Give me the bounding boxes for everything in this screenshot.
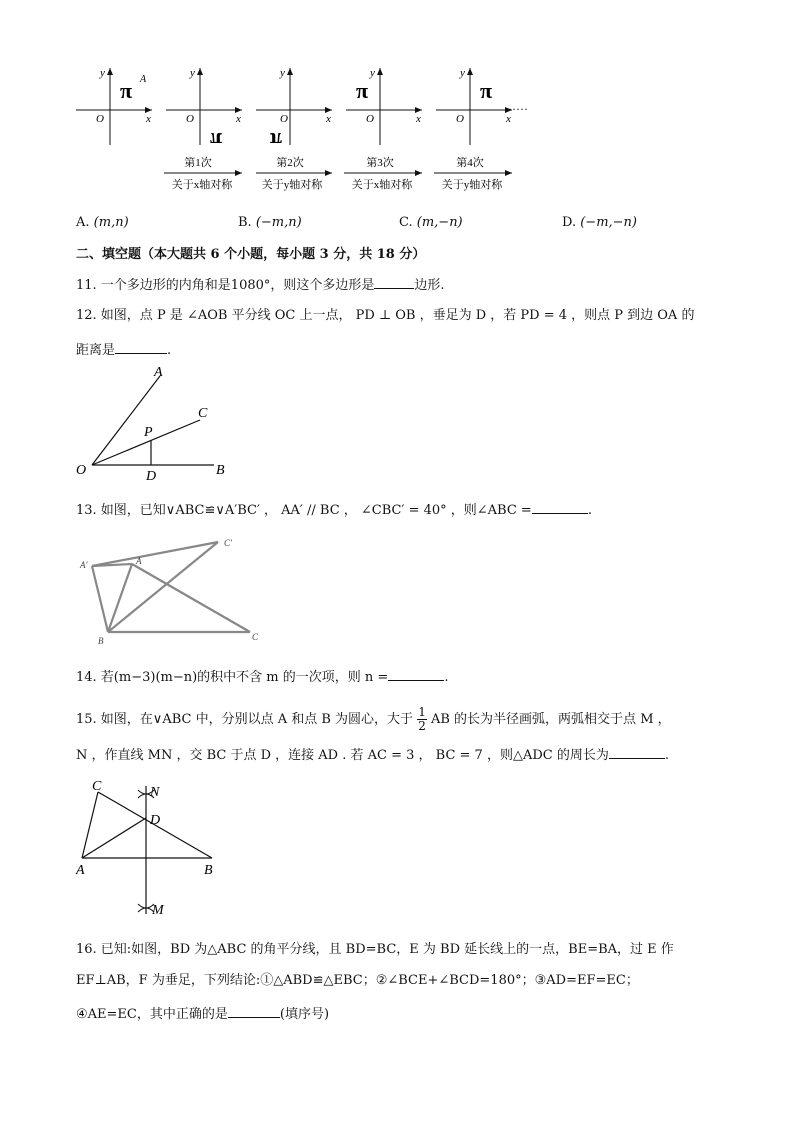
svg-text:第1次: 第1次: [184, 157, 212, 169]
fraction-half: $\frac{1}{2}$: [418, 705, 426, 733]
pi-shape: π: [480, 78, 493, 103]
axis-y-label: y: [460, 67, 465, 79]
pi-shape: π: [356, 78, 369, 103]
coordinate-panel-2: [166, 67, 242, 153]
origin-label: O: [186, 113, 194, 125]
pi-shape-flipped: π: [210, 128, 223, 153]
pi-shape: π: [120, 78, 133, 103]
svg-text:第2次: 第2次: [276, 157, 304, 169]
ellipsis: ……: [504, 99, 528, 113]
svg-text:关于x轴对称: 关于x轴对称: [171, 179, 233, 191]
option-c: C. (m,−n): [399, 215, 463, 230]
angle-bisector-figure: [70, 362, 250, 484]
origin-label: O: [456, 113, 464, 125]
svg-text:A: A: [136, 556, 142, 566]
section-title: 二、填空题（本大题共 6 个小题，每小题 3 分，共 18 分）: [76, 247, 426, 262]
coordinate-panel-1: [76, 67, 152, 145]
question-12-line2: 距离是 .: [76, 339, 171, 360]
svg-text:M: M: [152, 903, 164, 918]
axis-x-label: x: [416, 113, 421, 125]
svg-text:D: D: [146, 469, 157, 484]
axis-y-label: y: [100, 67, 105, 79]
question-15-line2: N ，作直线 MN ，交 BC 于点 D ，连接 AD . 若 AC = 3 ， BC = 7 ，则△ADC 的周长为 .: [76, 744, 669, 765]
option-b: B. (−m,n): [238, 215, 302, 230]
reflection-sequence-figure: [70, 60, 530, 200]
svg-text:A: A: [154, 365, 163, 380]
svg-text:D: D: [150, 813, 161, 828]
congruent-triangles-figure: [74, 530, 274, 648]
coordinate-panel-5: [436, 67, 512, 145]
axis-y-label: y: [370, 67, 375, 79]
svg-text:C′: C′: [224, 538, 232, 548]
step-2: [256, 155, 332, 191]
svg-text:B: B: [204, 863, 213, 878]
svg-text:O: O: [76, 463, 87, 478]
svg-text:C: C: [92, 779, 102, 794]
coordinate-panel-3: [256, 67, 332, 153]
axis-y-label: y: [280, 67, 285, 79]
axis-y-label: y: [190, 67, 195, 79]
origin-label: O: [280, 113, 288, 125]
svg-text:关于y轴对称: 关于y轴对称: [261, 179, 323, 191]
question-15-line1: 15. 如图，在∨ABC 中，分别以点 A 和点 B 为圆心，大于 $\frac{1}{2}$ AB 的长为半径画弧，两弧相交于点 M ，: [76, 705, 671, 733]
svg-text:C: C: [198, 406, 208, 421]
svg-text:B: B: [98, 636, 104, 646]
option-a: A. (m,n): [76, 215, 129, 230]
svg-text:关于y轴对称: 关于y轴对称: [441, 179, 503, 191]
question-13: 13. 如图，已知∨ABC≌∨A′BC′ ， AA′ // BC ， ∠CBC′ = 40° ，则∠ABC = .: [76, 499, 592, 520]
svg-text:C: C: [252, 632, 259, 642]
svg-text:关于x轴对称: 关于x轴对称: [351, 179, 413, 191]
origin-label: O: [96, 113, 104, 125]
svg-text:N: N: [150, 785, 160, 800]
pi-shape-rotated: π: [269, 128, 282, 153]
step-3: [344, 155, 422, 191]
question-12-line1: 12. 如图，点 P 是 ∠AOB 平分线 OC 上一点， PD ⊥ OB ，垂足为 D ，若 PD = 4 ，则点 P 到边 OA 的: [76, 308, 695, 323]
origin-label: O: [366, 113, 374, 125]
question-14: 14. 若(m−3)(m−n)的积中不含 m 的一次项，则 n = .: [76, 666, 448, 687]
point-a-label: A: [140, 74, 147, 85]
svg-text:B: B: [216, 463, 225, 478]
step-1: [164, 155, 242, 191]
step-4: [434, 155, 512, 191]
svg-text:第3次: 第3次: [366, 157, 394, 169]
axis-x-label: x: [326, 113, 331, 125]
perpendicular-bisector-figure: [72, 776, 232, 920]
coordinate-panel-4: [346, 67, 422, 145]
svg-text:P: P: [144, 425, 153, 440]
question-16-line1: 16. 已知:如图，BD 为△ABC 的角平分线，且 BD=BC，E 为 BD 延长线上的一点，BE=BA，过 E 作: [76, 942, 674, 957]
option-d: D. (−m,−n): [562, 215, 637, 230]
svg-text:第4次: 第4次: [456, 157, 484, 169]
axis-x-label: x: [146, 113, 151, 125]
question-11: 11. 一个多边形的内角和是1080°，则这个多边形是 边形.: [76, 274, 445, 295]
svg-text:A′: A′: [80, 560, 88, 570]
axis-x-label: x: [506, 113, 511, 125]
question-16-line2: EF⊥AB，F 为垂足，下列结论:①△ABD≌△EBC；②∠BCE+∠BCD=180°；③AD=EF=EC；: [76, 973, 639, 988]
svg-text:A: A: [76, 863, 85, 878]
question-16-line3: ④AE=EC，其中正确的是 (填序号): [76, 1003, 329, 1024]
axis-x-label: x: [236, 113, 241, 125]
